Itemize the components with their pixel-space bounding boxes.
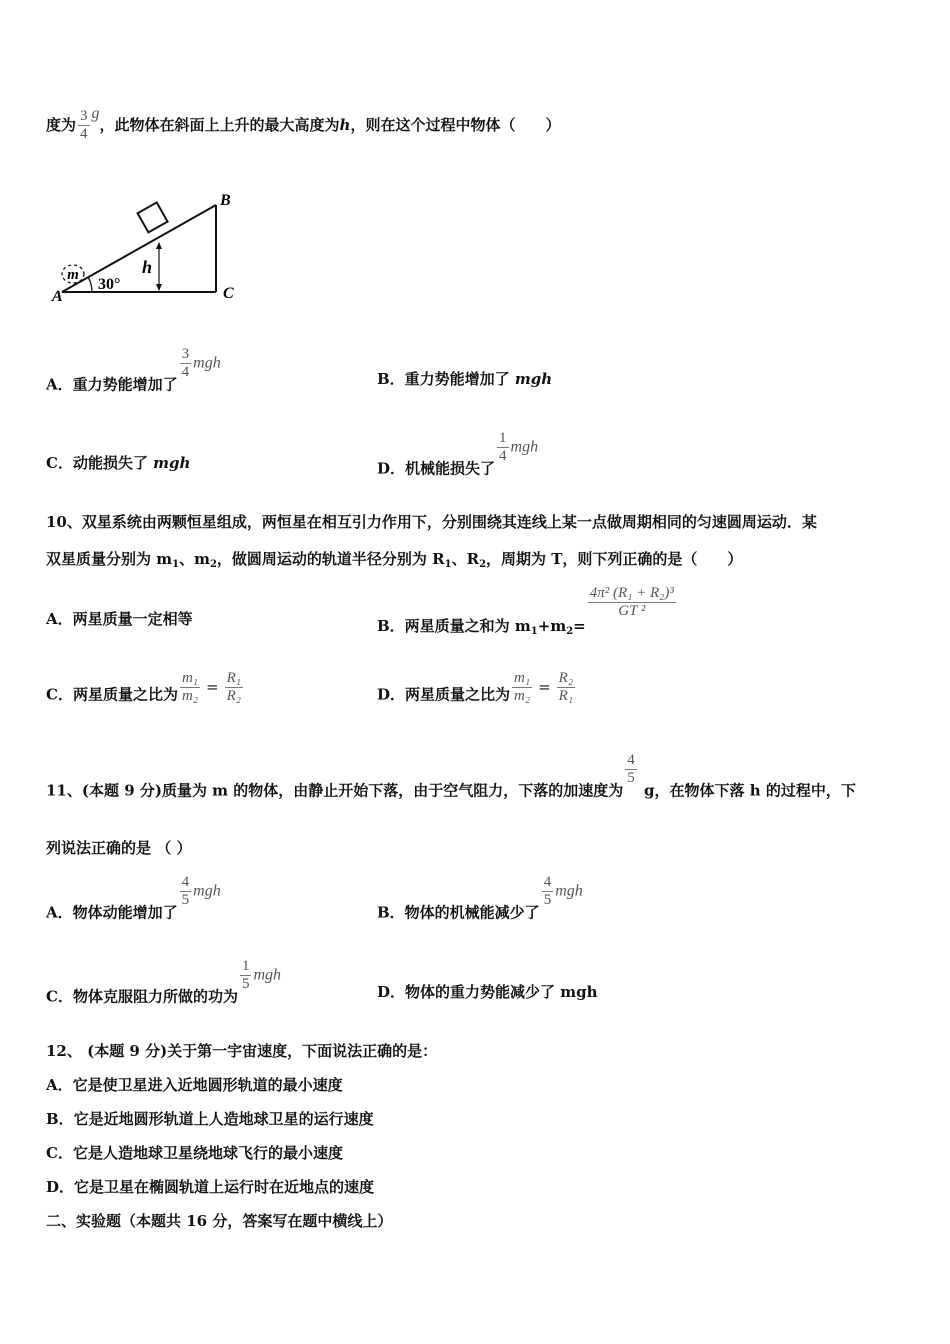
label-B: B xyxy=(220,192,231,209)
q12-option-D[interactable]: D．它是卫星在椭圆轨道上运行时在近地点的速度 xyxy=(46,1178,375,1196)
q9-option-B[interactable]: B．重力势能增加了 mgh xyxy=(377,370,553,388)
q9-stem-fraction: $\frac{3}{4}$ xyxy=(80,108,88,142)
q11-stem-line1: 11、(本题 9 分)质量为 m 的物体，由静止开始下落，由于空气阻力，下落的加速度为 $\frac{4}{5}$ g，在物体下落 h 的过程中，下 xyxy=(46,752,856,800)
q12-option-C[interactable]: C．它是人造地球卫星绕地球飞行的最小速度 xyxy=(46,1144,343,1162)
q12-option-A[interactable]: A．它是使卫星进入近地圆形轨道的最小速度 xyxy=(46,1076,343,1094)
q9-stem: 度为 $\frac{3}{4}$ g，此物体在斜面上上升的最大高度为h，则在这个过程中物体（ ） xyxy=(46,105,561,142)
incline-diagram xyxy=(48,185,248,310)
q12-option-B[interactable]: B．它是近地圆形轨道上人造地球卫星的运行速度 xyxy=(46,1110,374,1128)
q10-option-B[interactable]: B．两星质量之和为 $m_1+m_2=$ $\frac{\text{4π² (R₁ + R₂)³}}{\text{GT ²}}$ xyxy=(377,585,674,637)
q11-option-B[interactable]: B．物体的机械能减少了 $\frac{4}{5}$ mgh xyxy=(377,874,583,922)
label-C: C xyxy=(223,285,234,302)
q10-option-D[interactable]: D．两星质量之比为 $\frac{\text{m₁}}{\text{m₂}}$ = $\frac{\text{R₂}}{\text{R₁}}$ xyxy=(377,670,574,704)
q9-option-C[interactable]: C．动能损失了 mgh xyxy=(46,454,191,472)
q9-option-A[interactable]: A．重力势能增加了 $\frac{3}{4}$ mgh xyxy=(46,346,221,394)
label-m: m xyxy=(67,267,79,283)
q12-stem: 12、 (本题 9 分)关于第一宇宙速度，下面说法正确的是： xyxy=(46,1042,438,1060)
q9-option-D[interactable]: D．机械能损失了 $\frac{1}{4}$ mgh xyxy=(377,430,539,478)
q11-stem-line2: 列说法正确的是 （ ） xyxy=(46,839,192,857)
q10-option-C[interactable]: C．两星质量之比为 $\frac{\text{m₁}}{\text{m₂}}$ = $\frac{\text{R₁}}{\text{R₂}}$ xyxy=(46,670,241,704)
incline-hypotenuse xyxy=(62,205,216,292)
angle-arc xyxy=(88,277,92,292)
label-h: h xyxy=(141,257,152,277)
q11-option-D[interactable]: D．物体的重力势能减少了 mgh xyxy=(377,983,598,1001)
label-angle: 30° xyxy=(98,276,121,293)
section-2-heading: 二、实验题（本题共 16 分，答案写在题中横线上） xyxy=(46,1212,393,1230)
q10-stem-line2: 双星质量分别为 $m_1$、$m_2$，做圆周运动的轨道半径分别为 $R_1$、$R_2$，周期为 T，则下列正确的是（ ） xyxy=(46,550,743,570)
label-A: A xyxy=(52,288,63,305)
block-on-slope xyxy=(138,202,168,232)
q11-option-A[interactable]: A．物体动能增加了 $\frac{4}{5}$ mgh xyxy=(46,874,221,922)
q10-option-A[interactable]: A．两星质量一定相等 xyxy=(46,610,193,628)
q11-option-C[interactable]: C．物体克服阻力所做的功为 $\frac{1}{5}$ mgh xyxy=(46,958,282,1006)
q10-stem-line1: 10、双星系统由两颗恒星组成，两恒星在相互引力作用下，分别围绕其连线上某一点做周期相同的匀速圆周运动．某 xyxy=(46,513,817,531)
